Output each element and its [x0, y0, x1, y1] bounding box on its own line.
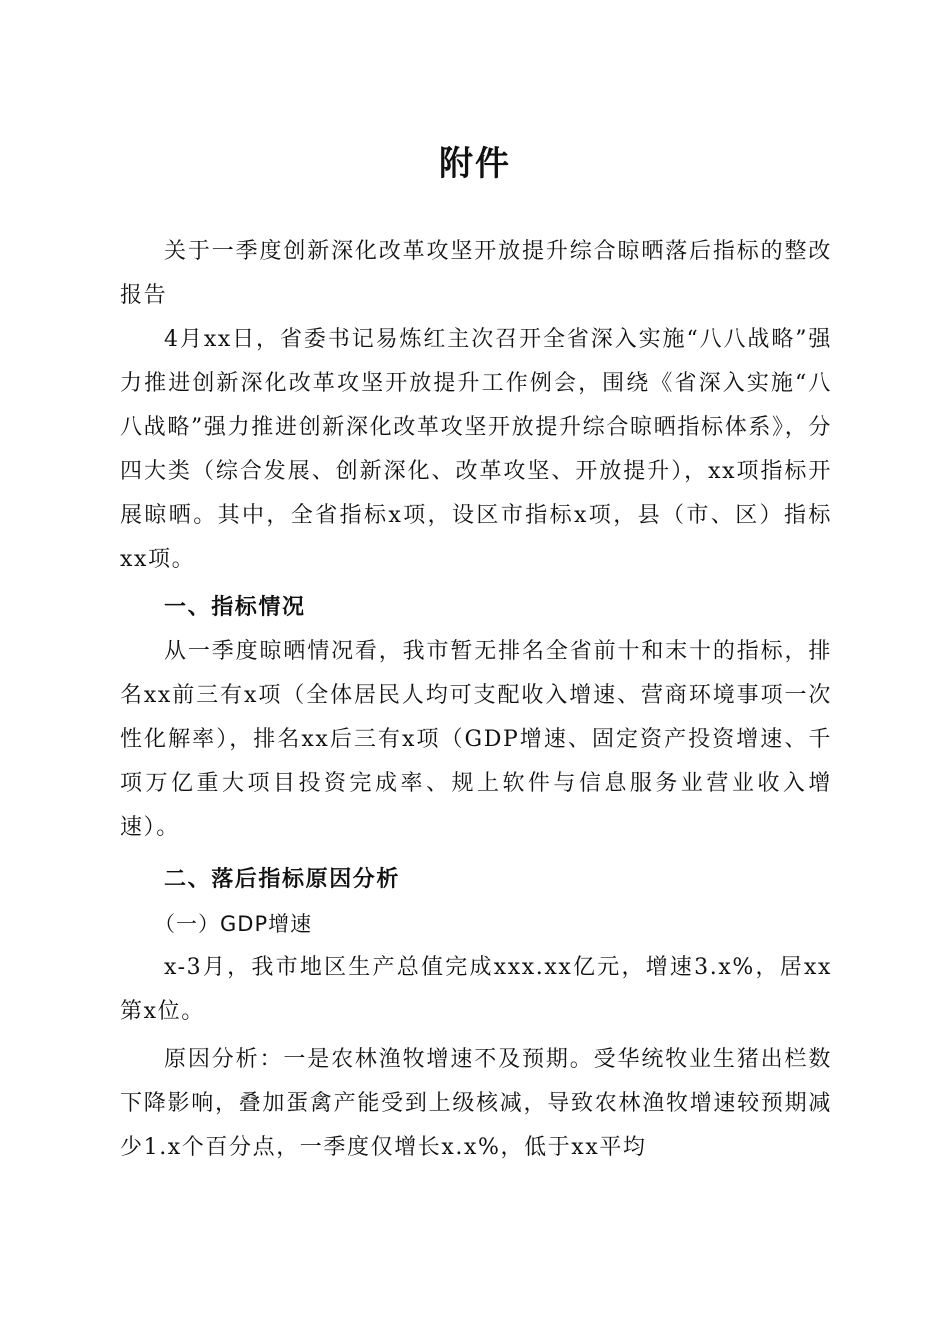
intro-paragraph: 4月xx日，省委书记易炼红主次召开全省深入实施“八八战略”强力推进创新深化改革攻坚开放提升工作例会，围绕《省深入实施“八八战略”强力推进创新深化改革攻坚开放提升综合晾晒指标体系》，分四大类（综合发展、创新深化、改革攻坚、开放提升），xx项指标开展晾晒。其中，全省指标x项，设区市指标x项，县（市、区）指标xx项。 [120, 327, 832, 572]
document-body [120, 230, 832, 1170]
gdp-paragraph: x-3月，我市地区生产总值完成xxx.xx亿元，增速3.x%，居xx第x位。 [120, 955, 832, 1024]
report-title-paragraph: 关于一季度创新深化改革攻坚开放提升综合晾晒落后指标的整改报告 [120, 239, 832, 308]
indicators-paragraph: 从一季度晾晒情况看，我市暂无排名全省前十和末十的指标，排名xx前三有x项（全体居民人均可支配收入增速、营商环境事项一次性化解率），排名xx后三有x项（GDP增速、固定资产投资增速、千项万亿重大项目投资完成率、规上软件与信息服务业营业收入增速）。 [120, 639, 832, 840]
subsection-heading-gdp: （一）GDP增速 [154, 912, 313, 936]
section-heading-indicators: 一、指标情况 [164, 595, 306, 620]
section-heading-cause-analysis: 二、落后指标原因分析 [164, 867, 401, 892]
cause-analysis-paragraph: 原因分析：一是农林渔牧增速不及预期。受华统牧业生猪出栏数下降影响，叠加蛋禽产能受到上级核减，导致农林渔牧增速较预期减少1.x个百分点，一季度仅增长x.x%，低于xx平均 [120, 1047, 832, 1160]
attachment-title: 附件 [439, 144, 511, 184]
